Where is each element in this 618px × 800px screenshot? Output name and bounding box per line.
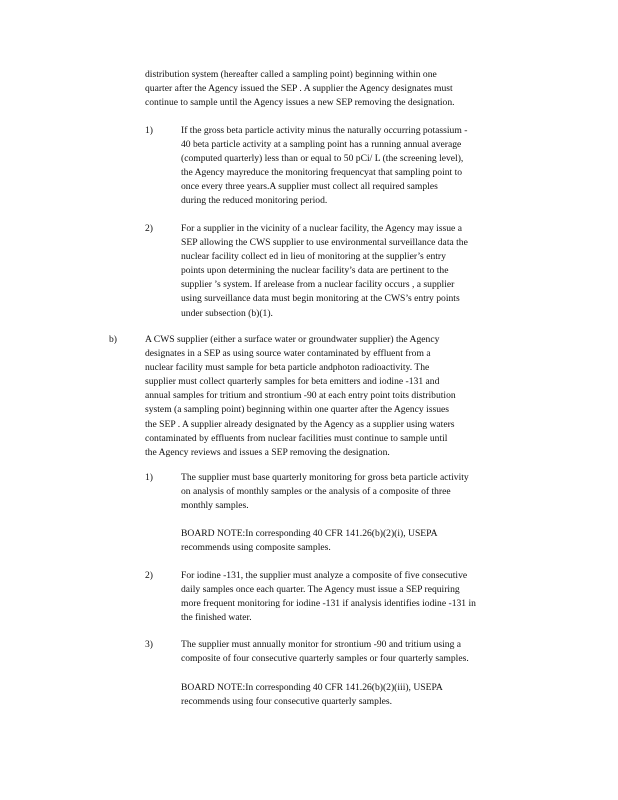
text-line: under subsection (b)(1).	[181, 307, 273, 319]
item-number: 2)	[145, 223, 153, 234]
text-line: once every three years.A supplier must collect all required samples	[181, 181, 438, 193]
text-line: recommends using four consecutive quarterly samples.	[181, 696, 393, 708]
item-number: 2)	[145, 570, 153, 581]
text-line: the SEP . A supplier already designated by the Agency as a supplier using waters	[145, 418, 455, 430]
text-line: supplier ’s system. If arelease from a nuclear facility occurs , a supplier	[181, 279, 455, 291]
text-line: contaminated by effluents from nuclear facilities must continue to sample until	[145, 432, 448, 444]
item-number: 1)	[145, 472, 153, 483]
list-item-paragraph	[181, 471, 541, 513]
text-line: points upon determining the nuclear facility’s data are pertinent to the	[181, 265, 449, 277]
item-number: 1)	[145, 125, 153, 136]
text-line: monthly samples.	[181, 500, 249, 512]
text-line: For a supplier in the vicinity of a nuclear facility, the Agency may issue a	[181, 223, 462, 234]
text-line: nuclear facility collect ed in lieu of monitoring at the supplier’s entry	[181, 251, 446, 263]
text-line: continue to sample until the Agency issues a new SEP removing the designation.	[145, 97, 455, 109]
board-note	[181, 681, 541, 709]
board-note	[181, 527, 541, 555]
item-number: 3)	[145, 639, 153, 650]
text-line: BOARD NOTE:In corresponding 40 CFR 141.26(b)(2)(iii), USEPA	[181, 682, 443, 693]
text-line: nuclear facility must sample for beta particle andphoton radioactivity. The	[145, 362, 430, 374]
text-line: distribution system (hereafter called a sampling point) beginning within one	[145, 69, 437, 80]
text-line: If the gross beta particle activity minus the naturally occurring potassium -	[181, 125, 468, 136]
text-line: SEP allowing the CWS supplier to use environmental surveillance data the	[181, 237, 468, 249]
text-line: composite of four consecutive quarterly samples or four quarterly samples.	[181, 653, 469, 665]
text-line: the finished water.	[181, 612, 252, 624]
text-line: For iodine -131, the supplier must analyze a composite of five consecutive	[181, 570, 468, 581]
text-line: system (a sampling point) beginning within one quarter after the Agency issues	[145, 404, 450, 416]
text-line: designates in a SEP as using source water contaminated by effluent from a	[145, 348, 431, 360]
text-line: supplier must collect quarterly samples for beta emitters and iodine -131 and	[145, 376, 440, 388]
text-line: the Agency reviews and issues a SEP removing the designation.	[145, 446, 390, 458]
text-line: during the reduced monitoring period.	[181, 195, 328, 207]
text-line: annual samples for tritium and strontium -90 at each entry point toits distribution	[145, 390, 456, 402]
text-line: daily samples once each quarter. The Agency must issue a SEP requiring	[181, 584, 460, 596]
text-line: The supplier must annually monitor for strontium -90 and tritium using a	[181, 639, 462, 650]
text-line: more frequent monitoring for iodine -131 if analysis identifies iodine -131 in	[181, 598, 476, 610]
text-line: A CWS supplier (either a surface water or groundwater supplier) the Agency	[145, 334, 440, 345]
list-item-paragraph	[181, 638, 541, 666]
text-line: the Agency mayreduce the monitoring frequencyat that sampling point to	[181, 167, 463, 179]
text-line: using surveillance data must begin monitoring at the CWS’s entry points	[181, 293, 460, 305]
section-b-paragraph	[145, 333, 540, 460]
text-line: BOARD NOTE:In corresponding 40 CFR 141.26(b)(2)(i), USEPA	[181, 528, 438, 539]
list-item-paragraph	[181, 222, 546, 321]
text-line: quarter after the Agency issued the SEP . A supplier the Agency designates must	[145, 83, 453, 95]
text-line: recommends using composite samples.	[181, 542, 331, 554]
text-line: (computed quarterly) less than or equal to 50 pCi/ L (the screening level),	[181, 153, 464, 165]
intro-paragraph	[145, 68, 535, 110]
text-line: 40 beta particle activity at a sampling point has a running annual average	[181, 139, 462, 151]
text-line: The supplier must base quarterly monitoring for gross beta particle activity	[181, 472, 469, 483]
list-item-paragraph	[181, 569, 546, 625]
section-label: b)	[109, 334, 117, 345]
list-item-paragraph	[181, 124, 546, 209]
text-line: on analysis of monthly samples or the analysis of a composite of three	[181, 486, 451, 498]
